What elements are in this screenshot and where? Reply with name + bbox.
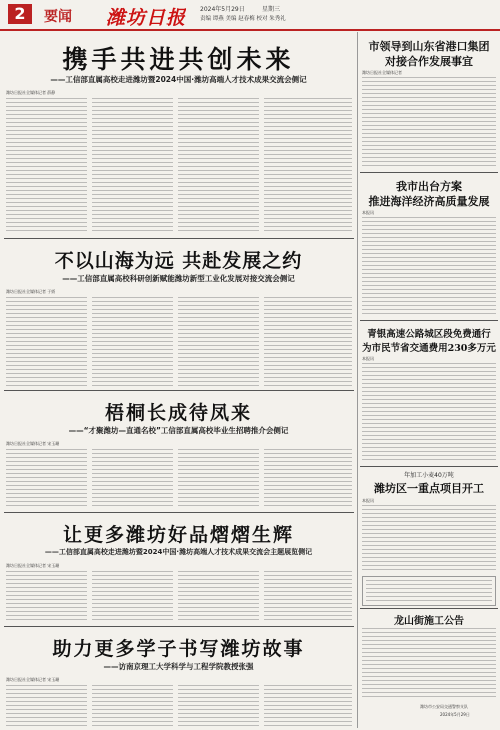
body-text-col-1 bbox=[6, 98, 87, 234]
masthead-rule bbox=[0, 29, 500, 31]
subheadline: ——工信部直属高校走进潍坊暨2024中国·潍坊高端人才技术成果交流会侧记 bbox=[50, 75, 307, 84]
byline: 本报讯 bbox=[362, 498, 374, 503]
subheadline: ——“才聚潍坊—直通名校”工信部直属高校毕业生招聘推介会侧记 bbox=[68, 426, 289, 435]
byline: 潍坊日报社全媒体记者 宋玉珊 bbox=[6, 441, 60, 446]
column-divider bbox=[357, 32, 358, 728]
issue-date: 2024年5月29日 bbox=[200, 6, 245, 13]
byline: 本报讯 bbox=[362, 210, 374, 215]
headline-line-1: 市领导到山东省港口集团 bbox=[368, 40, 490, 53]
headline: 潍坊区一重点项目开工 bbox=[374, 482, 484, 495]
section-name: 要闻 bbox=[44, 9, 72, 25]
body-text bbox=[362, 505, 496, 573]
body-text-col-4 bbox=[264, 685, 352, 727]
body-text-col-2 bbox=[92, 297, 173, 387]
headline: 梧桐长成待凤来 bbox=[104, 402, 252, 424]
article-separator bbox=[360, 608, 498, 609]
byline: 潍坊日报社全媒体记者 宋玉珊 bbox=[6, 563, 60, 568]
subheadline: ——工信部直属高校走进潍坊暨2024中国·潍坊高端人才技术成果交流会主题展览侧记 bbox=[44, 548, 313, 556]
body-text bbox=[362, 363, 496, 463]
article-3 bbox=[0, 392, 357, 512]
article-separator bbox=[4, 626, 354, 627]
body-text bbox=[362, 77, 496, 169]
article-2 bbox=[0, 240, 357, 390]
body-text-col-1 bbox=[6, 297, 87, 387]
body-text-col-1 bbox=[6, 449, 87, 509]
masthead bbox=[0, 0, 500, 30]
article-separator bbox=[360, 320, 498, 321]
body-text-col-2 bbox=[92, 571, 173, 623]
article-separator bbox=[4, 238, 354, 239]
headline: 让更多潍坊好品熠熠生辉 bbox=[62, 524, 294, 546]
body-text-col-3 bbox=[178, 98, 259, 234]
notice-date: 2024年5月29日 bbox=[440, 712, 470, 717]
right-article-2 bbox=[360, 174, 498, 320]
headline: 携手共进共创未来 bbox=[62, 45, 295, 74]
article-4 bbox=[0, 514, 357, 626]
body-text-col-3 bbox=[178, 449, 259, 509]
headline: 助力更多学子书写潍坊故事 bbox=[52, 638, 305, 660]
body-text-col-1 bbox=[6, 685, 87, 727]
subheadline: ——工信部直属高校科研创新赋能潍坊新型工业化发展对接交流会侧记 bbox=[62, 274, 295, 283]
byline: 潍坊日报社全媒体记者 宋玉珊 bbox=[6, 677, 60, 682]
body-text-col-4 bbox=[264, 297, 352, 387]
byline: 潍坊日报社全媒体记者 于娇 bbox=[6, 289, 56, 294]
page-editors: 责编 谭燕 美编 赵春梅 校对 朱秀礼 bbox=[200, 16, 286, 22]
body-text-col-3 bbox=[178, 297, 259, 387]
article-separator bbox=[360, 172, 498, 173]
page-number: 2 bbox=[8, 4, 32, 24]
public-notice bbox=[360, 610, 498, 728]
kicker: 年加工小麦40万吨 bbox=[404, 472, 454, 479]
body-text bbox=[362, 217, 496, 317]
body-text-col-4 bbox=[264, 571, 352, 623]
newspaper-logo: 潍坊日报 bbox=[106, 7, 187, 29]
article-separator bbox=[4, 512, 354, 513]
notice-issuer: 潍坊市公安局交通警察支队 bbox=[420, 704, 468, 709]
issue-weekday: 星期三 bbox=[262, 6, 281, 13]
notice-title: 龙山街施工公告 bbox=[394, 616, 464, 627]
article-5 bbox=[0, 628, 357, 730]
headline-line-2: 为市民节省交通费用230多万元 bbox=[362, 343, 496, 354]
byline: 潍坊日报社全媒体记者 薛静 bbox=[6, 90, 56, 95]
body-text-col-4 bbox=[264, 98, 352, 234]
body-text-col-3 bbox=[178, 685, 259, 727]
body-text-col-2 bbox=[92, 98, 173, 234]
byline: 潍坊日报社全媒体记者 bbox=[362, 70, 402, 75]
headline: 不以山海为远 共赴发展之约 bbox=[54, 250, 303, 272]
article-separator bbox=[4, 390, 354, 391]
quote-box-text bbox=[366, 580, 492, 602]
body-text-col-2 bbox=[92, 449, 173, 509]
subheadline: ——访南京理工大学科学与工程学院教授张强 bbox=[103, 662, 254, 671]
headline-line-1: 青银高速公路城区段免费通行 bbox=[367, 329, 491, 340]
right-article-1 bbox=[360, 32, 498, 172]
quote-box bbox=[362, 576, 496, 606]
body-text-col-4 bbox=[264, 449, 352, 509]
body-text-col-3 bbox=[178, 571, 259, 623]
article-1 bbox=[0, 32, 357, 238]
article-separator bbox=[360, 466, 498, 467]
headline-line-2: 推进海洋经济高质量发展 bbox=[368, 195, 490, 208]
byline: 本报讯 bbox=[362, 356, 374, 361]
body-text-col-2 bbox=[92, 685, 173, 727]
headline-line-2: 对接合作发展事宜 bbox=[385, 55, 473, 68]
right-article-3 bbox=[360, 322, 498, 466]
body-text-col-1 bbox=[6, 571, 87, 623]
right-article-4 bbox=[360, 468, 498, 608]
headline-line-1: 我市出台方案 bbox=[396, 180, 462, 193]
notice-body bbox=[362, 628, 496, 700]
